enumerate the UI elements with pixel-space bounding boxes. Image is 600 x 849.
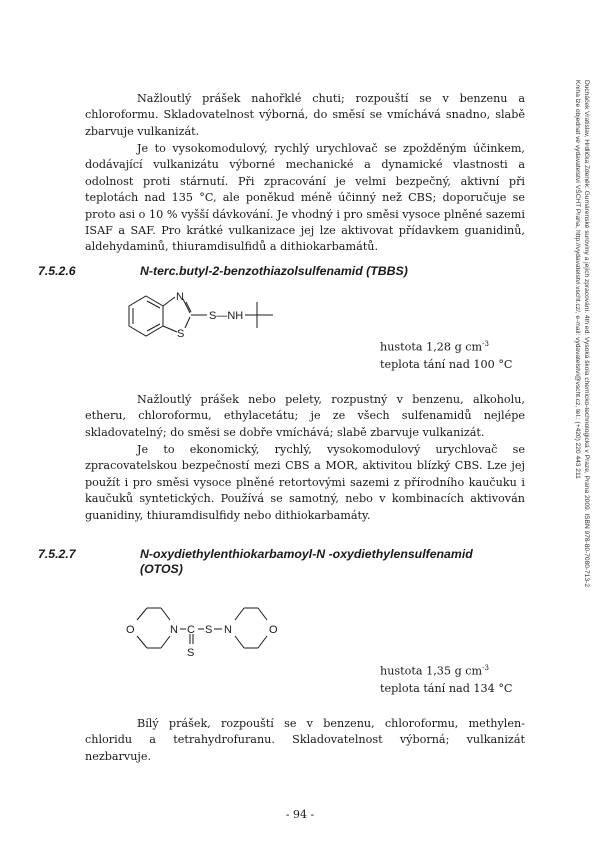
otos-o-right-label: O	[269, 624, 278, 636]
otos-density: hustota 1,35 g $cm^{-3}$	[380, 664, 489, 678]
tbbs-sidechain-label: S—NH	[209, 310, 244, 322]
citation-text: Ducháček Vratislav, Hrdlička Zdeněk: Gumárenské suroviny a jejich zpracování. 4th ed. Vysoká škola chemicko-technologická v Praze, Praha 2009. ISBN 978-80-7080-713-2 Kniha lze objednat ve vydavatelství VŠCHT Praha, http://vydavatelstvi.vscht.cz/, e-mail: vydavatelstvi@vscht.cz, tel.: (+420) 220 443 211	[574, 80, 590, 587]
otos-n-right-label: N	[224, 624, 232, 636]
section-number-7-5-2-7: 7.5.2.7	[38, 547, 76, 561]
otos-c-label: C	[187, 624, 195, 636]
otos-s-double-label: S	[187, 647, 195, 658]
paragraph-otos-description: Bílý prášek, rozpouští se v benzenu, chloroformu, methylen-chloridu a tetrahydrofuranu. Skladovatelnost výborná; vulkanizát nezbarvuje.	[85, 717, 525, 763]
tbbs-s-ring-label: S	[177, 328, 185, 340]
tbbs-structure	[125, 282, 285, 344]
tbbs-properties	[380, 336, 512, 373]
otos-melting-point: teplota tání nad 134 °C	[380, 681, 513, 695]
tbbs-melting-point: teplota tání nad 100 °C	[380, 357, 513, 371]
paragraph-tbbs-properties: Je to ekonomický, rychlý, vysokomodulový urychlovač se zpracovatelskou bezpečností mezi CBS a MOR, aktivitou blízký CBS. Lze jej použít i pro směsi vysoce plněné retortovými sazemi z přírodního kaučuku i kaučuků syntetických. Používá se samotný, nebo v kombinacích aktivován guanidiny, thiuramdisulfidy nebo dithiokarbamáty.	[85, 443, 525, 522]
otos-s-bridge-label: S	[205, 624, 213, 636]
otos-properties	[380, 660, 512, 697]
paragraph-tbbs-precursor-description: Nažloutlý prášek nahořklé chuti; rozpouští se v benzenu a chloroformu. Skladovatelnost výborná, do směsí se vmíchává snadno, slabě zbarvuje vulkanizát.	[85, 92, 525, 138]
tbbs-density: hustota 1,28 g $cm^{-3}$	[380, 340, 489, 354]
otos-structure	[118, 596, 288, 658]
paragraph-tbbs-description: Nažloutlý prášek nebo pelety, rozpustný v benzenu, alkoholu, etheru, chloroformu, ethylacetátu; je ze všech sulfenamidů nejlépe skladovatelný; do směsi se dobře vmíchává; slabě zbarvuje vulkanizát.	[85, 393, 525, 439]
section-number-7-5-2-6: 7.5.2.6	[38, 264, 76, 278]
otos-o-left-label: O	[126, 624, 135, 636]
sidebar-citation	[575, 80, 595, 600]
otos-n-left-label: N	[170, 624, 178, 636]
section-title-otos: N-oxydiethylenthiokarbamoyl-N -oxydiethylensulfenamid (OTOS)	[140, 547, 473, 576]
tbbs-n-label: N	[176, 291, 184, 303]
paragraph-tbbs-precursor-properties: Je to vysokomodulový, rychlý urychlovač se zpožděným účinkem, dodávající vulkanizátu výborné mechanické a dynamické vlastnosti a odolnost proti stárnutí. Při zpracování je velmi bezpečný, aktivní při teplotách nad 135 °C, ale poněkud méně účinný než CBS; doporučuje se proto asi o 10 % vyšší dávkování. Je vhodný i pro směsi vysoce plněné sazemi ISAF a SAF. Pro krátké vulkanizace jej lze aktivovat přídavkem guanidinů, aldehydaminů, thiuramdisulfidů a dithiokarbamátů.	[85, 142, 525, 254]
section-title-tbbs: N-terc.butyl-2-benzothiazolsulfenamid (TBBS)	[140, 264, 408, 278]
page-number: - 94 -	[285, 808, 315, 821]
